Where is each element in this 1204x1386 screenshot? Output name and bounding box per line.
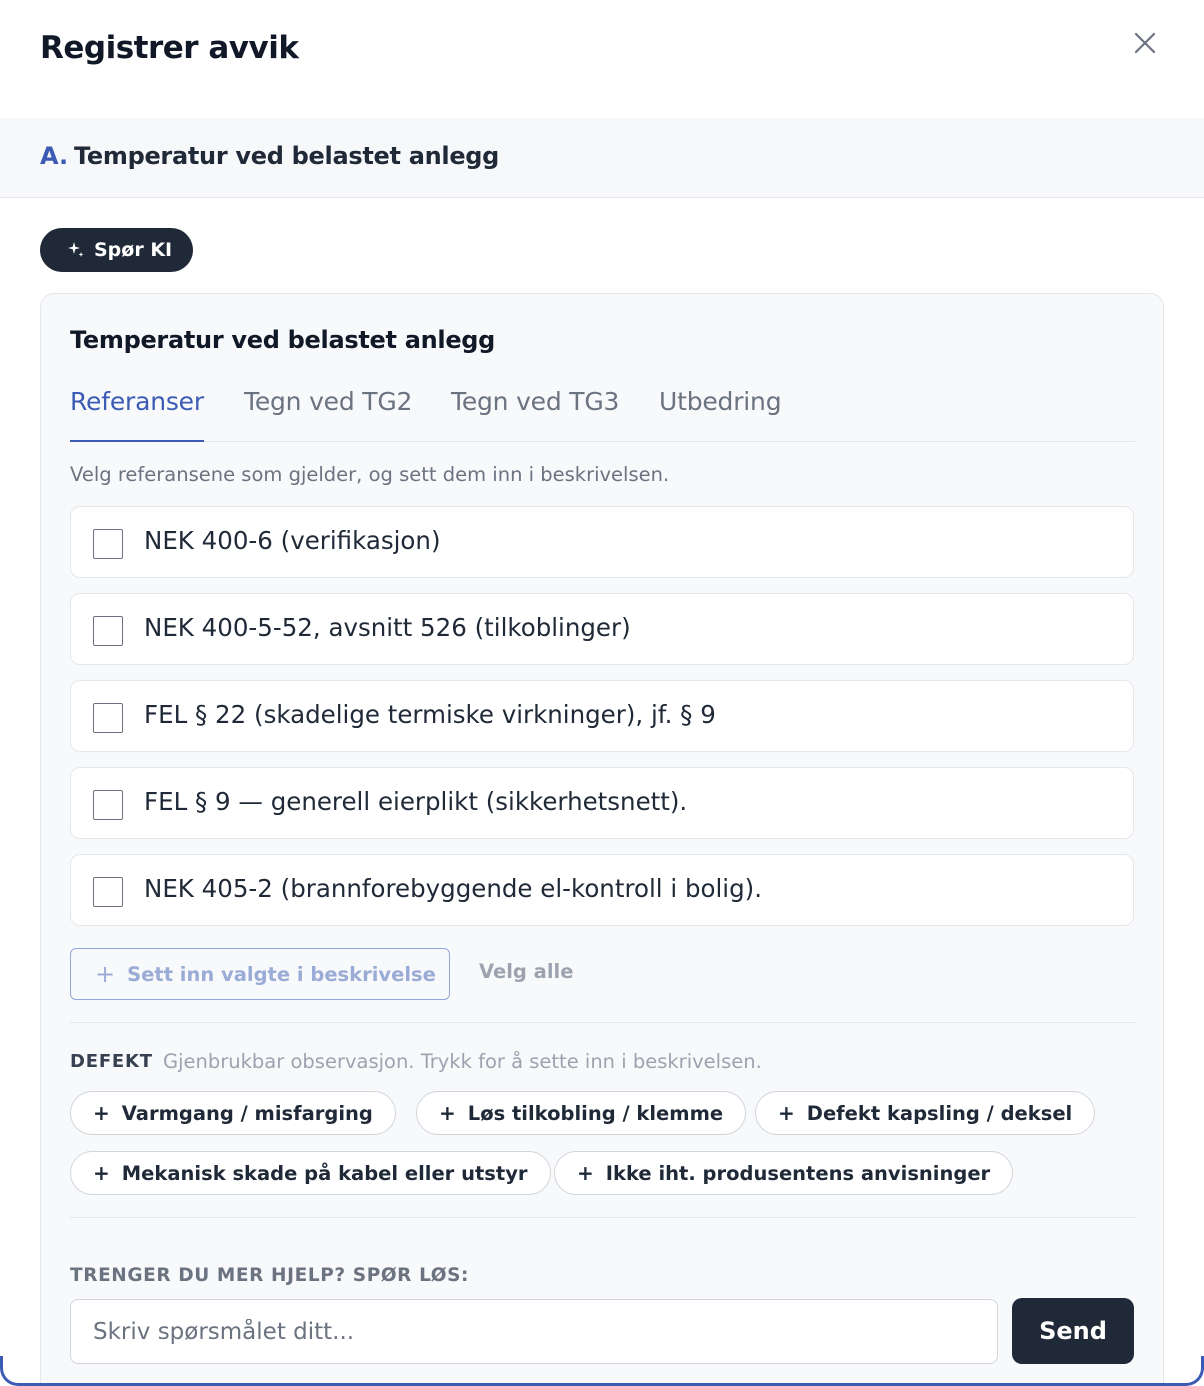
plus-icon: + bbox=[778, 1101, 795, 1125]
insert-selected-label: Sett inn valgte i beskrivelse bbox=[127, 962, 436, 986]
dialog-header bbox=[0, 0, 1204, 118]
reference-item[interactable] bbox=[70, 767, 1134, 839]
reference-label: FEL § 22 (skadelige termiske virkninger), jf. § 9 bbox=[144, 700, 716, 729]
defect-chip[interactable] bbox=[70, 1151, 551, 1195]
defect-chip[interactable] bbox=[554, 1151, 1013, 1195]
card-title: Temperatur ved belastet anlegg bbox=[70, 326, 496, 354]
ask-ai-label: Spør KI bbox=[94, 239, 173, 261]
section-title: Temperatur ved belastet anlegg bbox=[74, 142, 500, 170]
plus-icon: + bbox=[93, 1161, 110, 1185]
reference-checkbox[interactable] bbox=[93, 790, 123, 820]
help-label: TRENGER DU MER HJELP? SPØR LØS: bbox=[70, 1265, 470, 1286]
divider bbox=[70, 1217, 1135, 1218]
tab-referanser[interactable]: Referanser bbox=[70, 387, 204, 442]
ask-question-input[interactable] bbox=[70, 1299, 998, 1364]
deviation-card bbox=[40, 293, 1164, 1386]
reference-label: NEK 405-2 (brannforebyggende el-kontroll i bolig). bbox=[144, 874, 763, 903]
section-header bbox=[0, 118, 1204, 198]
reference-checkbox[interactable] bbox=[93, 616, 123, 646]
select-all-button[interactable]: Velg alle bbox=[479, 960, 574, 983]
defect-chip[interactable] bbox=[70, 1091, 396, 1135]
references-hint: Velg referansene som gjelder, og sett dem inn i beskrivelsen. bbox=[70, 463, 670, 486]
defect-chip-label: Mekanisk skade på kabel eller utstyr bbox=[121, 1161, 528, 1185]
reference-checkbox[interactable] bbox=[93, 703, 123, 733]
reference-checkbox[interactable] bbox=[93, 529, 123, 559]
reference-item[interactable] bbox=[70, 854, 1134, 926]
reference-checkbox[interactable] bbox=[93, 877, 123, 907]
defect-chip-label: Defekt kapsling / deksel bbox=[806, 1101, 1073, 1125]
defekt-label: DEFEKT bbox=[70, 1051, 153, 1072]
section-letter: A. bbox=[40, 142, 69, 170]
tab-tegn-tg2[interactable]: Tegn ved TG2 bbox=[244, 387, 413, 416]
plus-icon: + bbox=[577, 1161, 594, 1185]
reference-label: FEL § 9 — generell eierplikt (sikkerhetsnett). bbox=[144, 787, 688, 816]
divider bbox=[70, 1022, 1135, 1023]
defect-chip-label: Løs tilkobling / klemme bbox=[467, 1101, 724, 1125]
reference-label: NEK 400-6 (verifikasjon) bbox=[144, 526, 441, 555]
sparkle-icon bbox=[67, 241, 85, 259]
insert-selected-button[interactable] bbox=[70, 948, 450, 1000]
defect-chip[interactable] bbox=[755, 1091, 1095, 1135]
defect-chip-label: Ikke iht. produsentens anvisninger bbox=[605, 1161, 991, 1185]
reference-label: NEK 400-5-52, avsnitt 526 (tilkoblinger) bbox=[144, 613, 631, 642]
dialog-title: Registrer avvik bbox=[40, 30, 299, 66]
tab-tegn-tg3[interactable]: Tegn ved TG3 bbox=[451, 387, 620, 416]
reference-item[interactable] bbox=[70, 593, 1134, 665]
plus-icon: + bbox=[95, 960, 116, 988]
close-icon[interactable] bbox=[1130, 28, 1160, 58]
defect-chip-label: Varmgang / misfarging bbox=[121, 1101, 373, 1125]
tab-utbedring[interactable]: Utbedring bbox=[659, 387, 782, 416]
defekt-description: Gjenbrukbar observasjon. Trykk for å sette inn i beskrivelsen. bbox=[163, 1050, 762, 1073]
tab-bar bbox=[70, 387, 1135, 442]
plus-icon: + bbox=[439, 1101, 456, 1125]
reference-item[interactable] bbox=[70, 506, 1134, 578]
plus-icon: + bbox=[93, 1101, 110, 1125]
send-button[interactable]: Send bbox=[1012, 1298, 1134, 1364]
ask-ai-button[interactable] bbox=[40, 228, 193, 272]
reference-item[interactable] bbox=[70, 680, 1134, 752]
defect-chip[interactable] bbox=[416, 1091, 746, 1135]
